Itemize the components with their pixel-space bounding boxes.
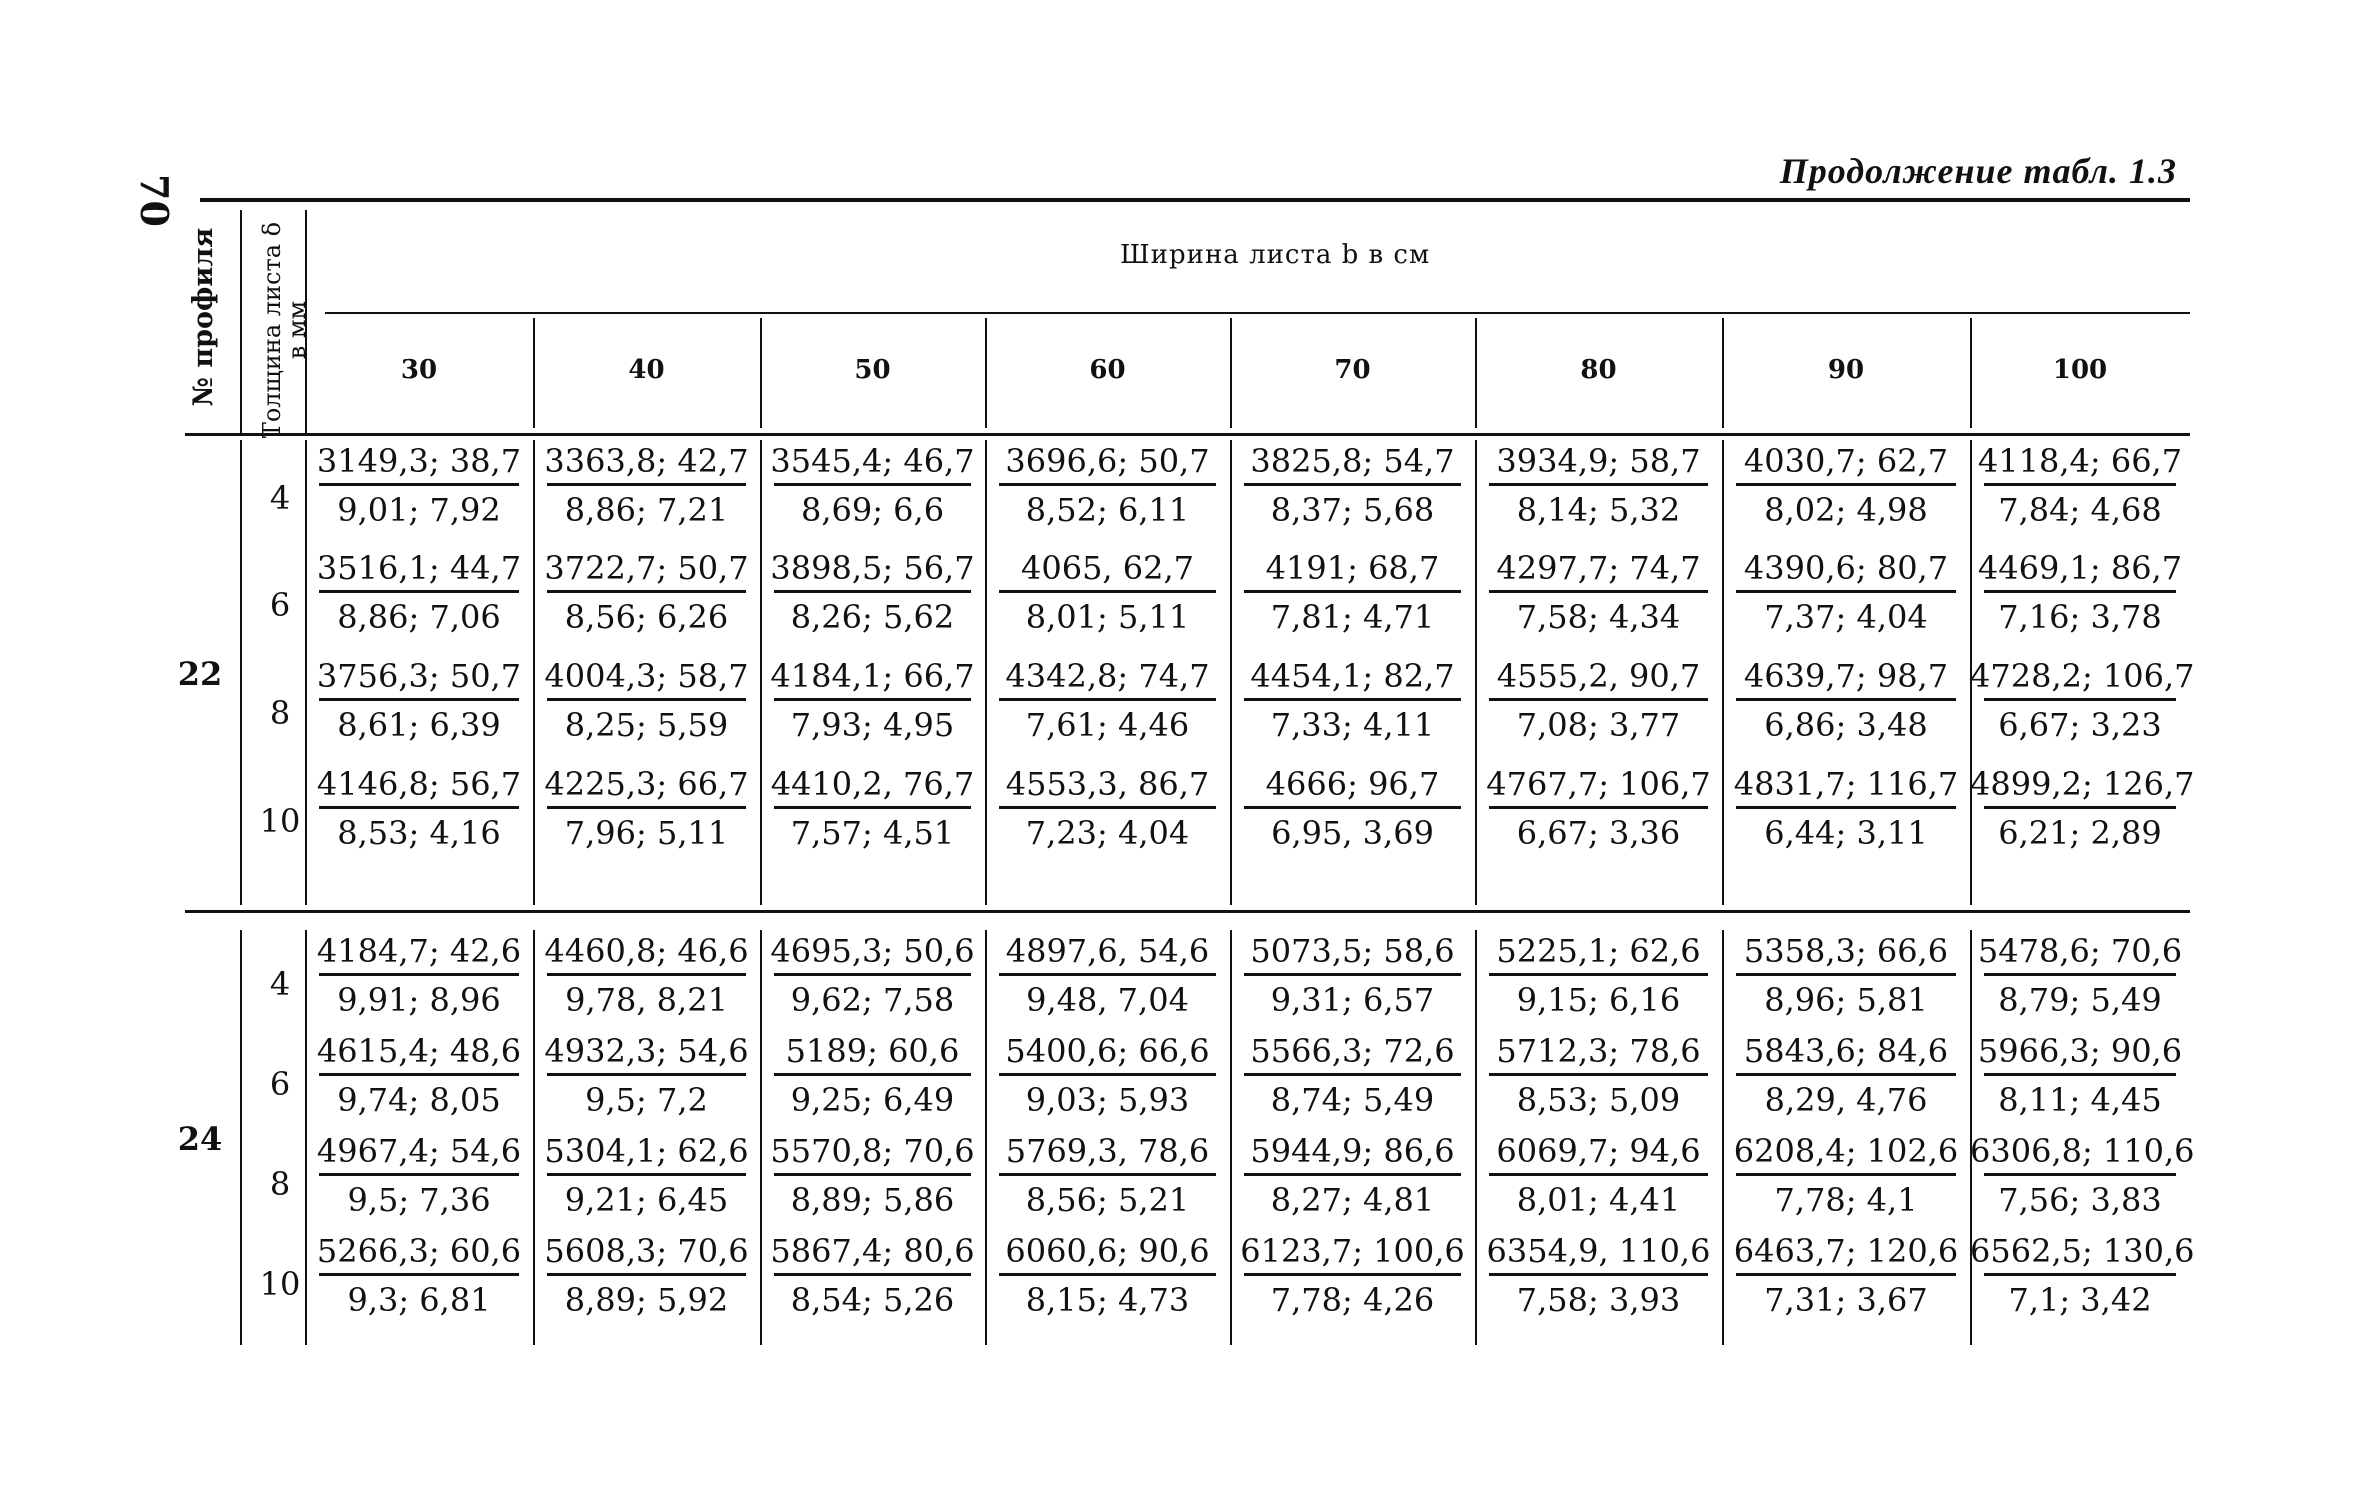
cell-numerator: 3516,1; 44,7 [316,549,522,587]
cell-numerator: 4184,1; 66,7 [770,657,975,695]
cell-denominator: 6,21; 2,89 [1998,814,2162,852]
table-cell [1230,1132,1475,1219]
cell-numerator: 5478,6; 70,6 [1977,932,2183,970]
cell-denominator: 8,29, 4,76 [1764,1081,1928,1119]
cell-denominator: 8,01; 4,41 [1516,1181,1681,1219]
cell-denominator: 8,56; 5,21 [1025,1181,1190,1219]
table-cell [1230,932,1475,1019]
cell-denominator: 6,86; 3,48 [1764,706,1928,744]
cell-denominator: 8,53; 4,16 [337,814,501,852]
cell-numerator: 4390,6; 80,7 [1743,549,1949,587]
table-cell [1475,1232,1722,1319]
table-cell [1230,765,1475,852]
table-cell [533,549,760,636]
table-cell [1970,1132,2195,1219]
cell-denominator: 7,58; 4,34 [1516,598,1681,636]
cell-denominator: 7,93; 4,95 [790,706,955,744]
cell-numerator: 3756,3; 50,7 [316,657,522,695]
table-cell [1722,932,1970,1019]
cell-denominator: 8,69; 6,6 [800,491,945,529]
cell-denominator: 9,21; 6,45 [564,1181,729,1219]
table-cell [1475,932,1722,1019]
thickness-value: 6 [269,585,291,624]
cell-denominator: 9,31; 6,57 [1270,981,1435,1019]
table-cell [1230,657,1475,744]
profile-number: 22 [177,655,223,693]
cell-numerator: 4831,7; 116,7 [1733,765,1959,803]
table-cell [1722,657,1970,744]
profile-col-rule [240,930,242,1345]
profile-number: 24 [177,1120,223,1158]
cell-denominator: 6,67; 3,36 [1516,814,1681,852]
cell-denominator: 7,23; 4,04 [1025,814,1190,852]
table-cell [1970,657,2195,744]
top-rule [200,198,2190,202]
cell-numerator: 5358,3; 66,6 [1743,932,1949,970]
width-header: Ширина листа b в см [1120,240,1431,270]
cell-denominator: 7,16; 3,78 [1998,598,2162,636]
cell-denominator: 7,78; 4,1 [1774,1181,1918,1219]
thickness-value: 8 [269,1165,291,1203]
table-cell [760,657,985,744]
cell-numerator: 4030,7; 62,7 [1743,442,1949,480]
table-cell [1475,549,1722,636]
group-separator-rule [185,910,2190,913]
cell-numerator: 4460,8; 46,6 [544,932,749,970]
cell-numerator: 4146,8; 56,7 [316,765,522,803]
table-cell [305,1032,533,1119]
table-cell [1475,442,1722,529]
cell-denominator: 9,62; 7,58 [790,981,955,1019]
table-cell [1230,549,1475,636]
column-rule [760,318,762,428]
cell-denominator: 9,5; 7,36 [347,1181,491,1219]
width-column-header: 70 [1334,355,1371,385]
cell-denominator: 8,53; 5,09 [1516,1081,1681,1119]
cell-denominator: 7,08; 3,77 [1516,706,1681,744]
table-cell [760,442,985,529]
column-rule [1475,318,1477,428]
table-cell [1722,1232,1970,1319]
cell-numerator: 4410,2, 76,7 [770,765,975,803]
cell-denominator: 8,11; 4,45 [1998,1081,2162,1119]
table-cell [1722,1032,1970,1119]
cell-numerator: 6069,7; 94,6 [1496,1132,1701,1170]
table-cell [533,442,760,529]
table-cell [1230,442,1475,529]
cell-denominator: 8,14; 5,32 [1516,491,1681,529]
column-rule [1970,318,1972,428]
cell-numerator: 4454,1; 82,7 [1250,657,1455,695]
thickness-value: 4 [269,478,291,517]
cell-numerator: 4767,7; 106,7 [1486,765,1711,803]
table-cell [305,442,533,529]
width-column-header: 50 [854,355,891,385]
table-cell [533,932,760,1019]
cell-denominator: 8,54; 5,26 [790,1281,955,1319]
cell-numerator: 5712,3; 78,6 [1496,1032,1701,1070]
cell-numerator: 4555,2, 90,7 [1496,657,1701,695]
cell-denominator: 8,25; 5,59 [564,706,729,744]
cell-numerator: 4899,2; 126,7 [1970,765,2195,803]
cell-numerator: 6354,9, 110,6 [1486,1232,1711,1270]
cell-numerator: 3722,7; 50,7 [544,549,749,587]
profile-col-rule [240,440,242,905]
table-cell [533,1232,760,1319]
cell-numerator: 5570,8; 70,6 [770,1132,975,1170]
table-cell [1722,549,1970,636]
table-cell [985,1132,1230,1219]
cell-numerator: 4639,7; 98,7 [1743,657,1949,695]
cell-denominator: 9,5; 7,2 [585,1081,708,1119]
cell-numerator: 5843,6; 84,6 [1743,1032,1949,1070]
cell-numerator: 5400,6; 66,6 [1005,1032,1210,1070]
table-cell [985,549,1230,636]
table-cell [985,1032,1230,1119]
table-cell [533,1032,760,1119]
column-rule [533,318,535,428]
cell-denominator: 7,1; 3,42 [2008,1281,2152,1319]
table-cell [1475,1132,1722,1219]
table-cell [1970,1232,2195,1319]
cell-denominator: 9,78, 8,21 [565,981,728,1019]
table-cell [985,765,1230,852]
table-cell [1230,1232,1475,1319]
thickness-value: 6 [269,1065,291,1103]
cell-denominator: 9,25; 6,49 [790,1081,955,1119]
cell-numerator: 4297,7; 74,7 [1496,549,1701,587]
cell-denominator: 8,89; 5,86 [790,1181,955,1219]
cell-denominator: 8,86; 7,21 [564,491,729,529]
cell-denominator: 7,96; 5,11 [564,814,729,852]
table-cell [1475,657,1722,744]
table-cell [1230,1032,1475,1119]
cell-numerator: 4897,6, 54,6 [1005,932,1210,970]
cell-numerator: 5304,1; 62,6 [544,1132,749,1170]
cell-denominator: 9,48, 7,04 [1026,981,1189,1019]
cell-numerator: 4191; 68,7 [1265,549,1440,587]
cell-denominator: 7,58; 3,93 [1516,1281,1681,1319]
table-cell [985,1232,1230,1319]
cell-denominator: 8,96; 5,81 [1764,981,1928,1019]
cell-numerator: 4932,3; 54,6 [544,1032,749,1070]
cell-denominator: 7,31; 3,67 [1764,1281,1928,1319]
table-cell [1970,765,2195,852]
cell-denominator: 9,3; 6,81 [347,1281,491,1319]
table-cell [1970,932,2190,1019]
cell-numerator: 6060,6; 90,6 [1005,1232,1210,1270]
cell-denominator: 8,74; 5,49 [1270,1081,1435,1119]
thickness-value: 8 [269,693,291,732]
table-cell [1970,442,2190,529]
cell-numerator: 5073,5; 58,6 [1250,932,1455,970]
table-cell [760,1032,985,1119]
cell-numerator: 5189; 60,6 [785,1032,960,1070]
cell-numerator: 3149,3; 38,7 [316,442,522,480]
table-cell [760,549,985,636]
table-cell [1722,1132,1970,1219]
cell-denominator: 7,56; 3,83 [1998,1181,2162,1219]
table-cell [305,932,533,1019]
cell-numerator: 4118,4; 66,7 [1977,442,2183,480]
cell-denominator: 8,37; 5,68 [1270,491,1435,529]
cell-denominator: 7,57; 4,51 [790,814,955,852]
table-cell [985,657,1230,744]
cell-numerator: 5966,3; 90,6 [1977,1032,2183,1070]
cell-denominator: 7,81; 4,71 [1270,598,1435,636]
table-cell [1970,549,2190,636]
cell-numerator: 4065, 62,7 [1020,549,1195,587]
cell-denominator: 7,84; 4,68 [1998,491,2162,529]
table-caption: Продолжение табл. 1.3 [1779,151,2177,191]
table-cell [305,657,533,744]
thickness-header: Толщина листа δ в мм [258,221,312,439]
cell-numerator: 4342,8; 74,7 [1005,657,1210,695]
cell-denominator: 6,44; 3,11 [1764,814,1928,852]
cell-denominator: 6,95, 3,69 [1271,814,1434,852]
table-cell [1970,1032,2190,1119]
table-cell [305,1132,533,1219]
column-rule [1230,318,1232,428]
table-cell [760,765,985,852]
table-cell [760,932,985,1019]
cell-numerator: 3898,5; 56,7 [770,549,975,587]
cell-numerator: 4728,2; 106,7 [1970,657,2195,695]
cell-denominator: 9,91; 8,96 [337,981,501,1019]
cell-denominator: 8,79; 5,49 [1998,981,2162,1019]
profile-header: № профиля [188,227,219,407]
cell-numerator: 4666; 96,7 [1265,765,1440,803]
table-cell [1722,442,1970,529]
cell-denominator: 7,37; 4,04 [1764,598,1928,636]
table-cell [533,1132,760,1219]
cell-denominator: 8,15; 4,73 [1025,1281,1190,1319]
cell-numerator: 6306,8; 110,6 [1970,1132,2195,1170]
cell-numerator: 3545,4; 46,7 [770,442,975,480]
column-rule [1722,318,1724,428]
profile-col-rule [240,210,242,435]
table-cell [985,442,1230,529]
cell-numerator: 6463,7; 120,6 [1733,1232,1959,1270]
cell-denominator: 9,01; 7,92 [337,491,501,529]
table-cell [305,1232,533,1319]
table-cell [533,765,760,852]
thickness-value: 10 [259,801,301,840]
width-column-header: 30 [400,355,438,385]
cell-denominator: 9,03; 5,93 [1025,1081,1190,1119]
cell-denominator: 7,33; 4,11 [1270,706,1435,744]
width-column-header: 100 [2052,355,2108,385]
table-cell [1722,765,1970,852]
table-cell [533,657,760,744]
cell-numerator: 5566,3; 72,6 [1250,1032,1455,1070]
cell-denominator: 8,27; 4,81 [1270,1181,1435,1219]
column-rule [985,318,987,428]
cell-denominator: 8,52; 6,11 [1025,491,1190,529]
cell-numerator: 4004,3; 58,7 [544,657,749,695]
width-column-header: 40 [628,355,665,385]
table-cell [305,549,533,636]
table-cell [305,765,533,852]
cell-numerator: 4615,4; 48,6 [316,1032,522,1070]
width-column-header: 90 [1827,355,1865,385]
table-cell [760,1232,985,1319]
cell-denominator: 8,02; 4,98 [1764,491,1928,529]
cell-denominator: 8,61; 6,39 [337,706,501,744]
cell-denominator: 8,86; 7,06 [337,598,501,636]
cell-numerator: 6123,7; 100,6 [1240,1232,1465,1270]
cell-denominator: 8,01; 5,11 [1025,598,1190,636]
cell-numerator: 4469,1; 86,7 [1977,549,2183,587]
thickness-value: 4 [269,965,291,1003]
cell-denominator: 9,15; 6,16 [1516,981,1681,1019]
header-bottom-rule [185,433,2190,436]
cell-denominator: 7,78; 4,26 [1270,1281,1435,1319]
cell-numerator: 5608,3; 70,6 [544,1232,749,1270]
cell-numerator: 6208,4; 102,6 [1733,1132,1959,1170]
table-cell [760,1132,985,1219]
cell-numerator: 3363,8; 42,7 [544,442,749,480]
cell-numerator: 4967,4; 54,6 [316,1132,522,1170]
cell-numerator: 5769,3, 78,6 [1005,1132,1210,1170]
cell-numerator: 4184,7; 42,6 [316,932,522,970]
cell-denominator: 6,67; 3,23 [1998,706,2162,744]
page-number: 70 [131,174,177,227]
cell-numerator: 6562,5; 130,6 [1970,1232,2195,1270]
cell-numerator: 4695,3; 50,6 [770,932,975,970]
cell-numerator: 3825,8; 54,7 [1250,442,1455,480]
cell-numerator: 5225,1; 62,6 [1496,932,1701,970]
width-header-rule [325,312,2190,314]
cell-numerator: 4553,3, 86,7 [1005,765,1210,803]
cell-denominator: 7,61; 4,46 [1025,706,1190,744]
cell-numerator: 3696,6; 50,7 [1005,442,1210,480]
cell-denominator: 8,26; 5,62 [790,598,955,636]
cell-denominator: 8,56; 6,26 [564,598,729,636]
table-cell [1475,765,1722,852]
table-cell [985,932,1230,1019]
cell-denominator: 9,74; 8,05 [337,1081,501,1119]
table-cell [1475,1032,1722,1119]
width-column-header: 80 [1580,355,1617,385]
cell-denominator: 8,89; 5,92 [564,1281,729,1319]
cell-numerator: 3934,9; 58,7 [1496,442,1701,480]
thickness-col-rule [305,210,307,435]
cell-numerator: 5266,3; 60,6 [316,1232,522,1270]
cell-numerator: 5944,9; 86,6 [1250,1132,1455,1170]
cell-numerator: 4225,3; 66,7 [544,765,749,803]
thickness-value: 10 [259,1265,301,1303]
cell-numerator: 5867,4; 80,6 [770,1232,975,1270]
width-column-header: 60 [1089,355,1126,385]
